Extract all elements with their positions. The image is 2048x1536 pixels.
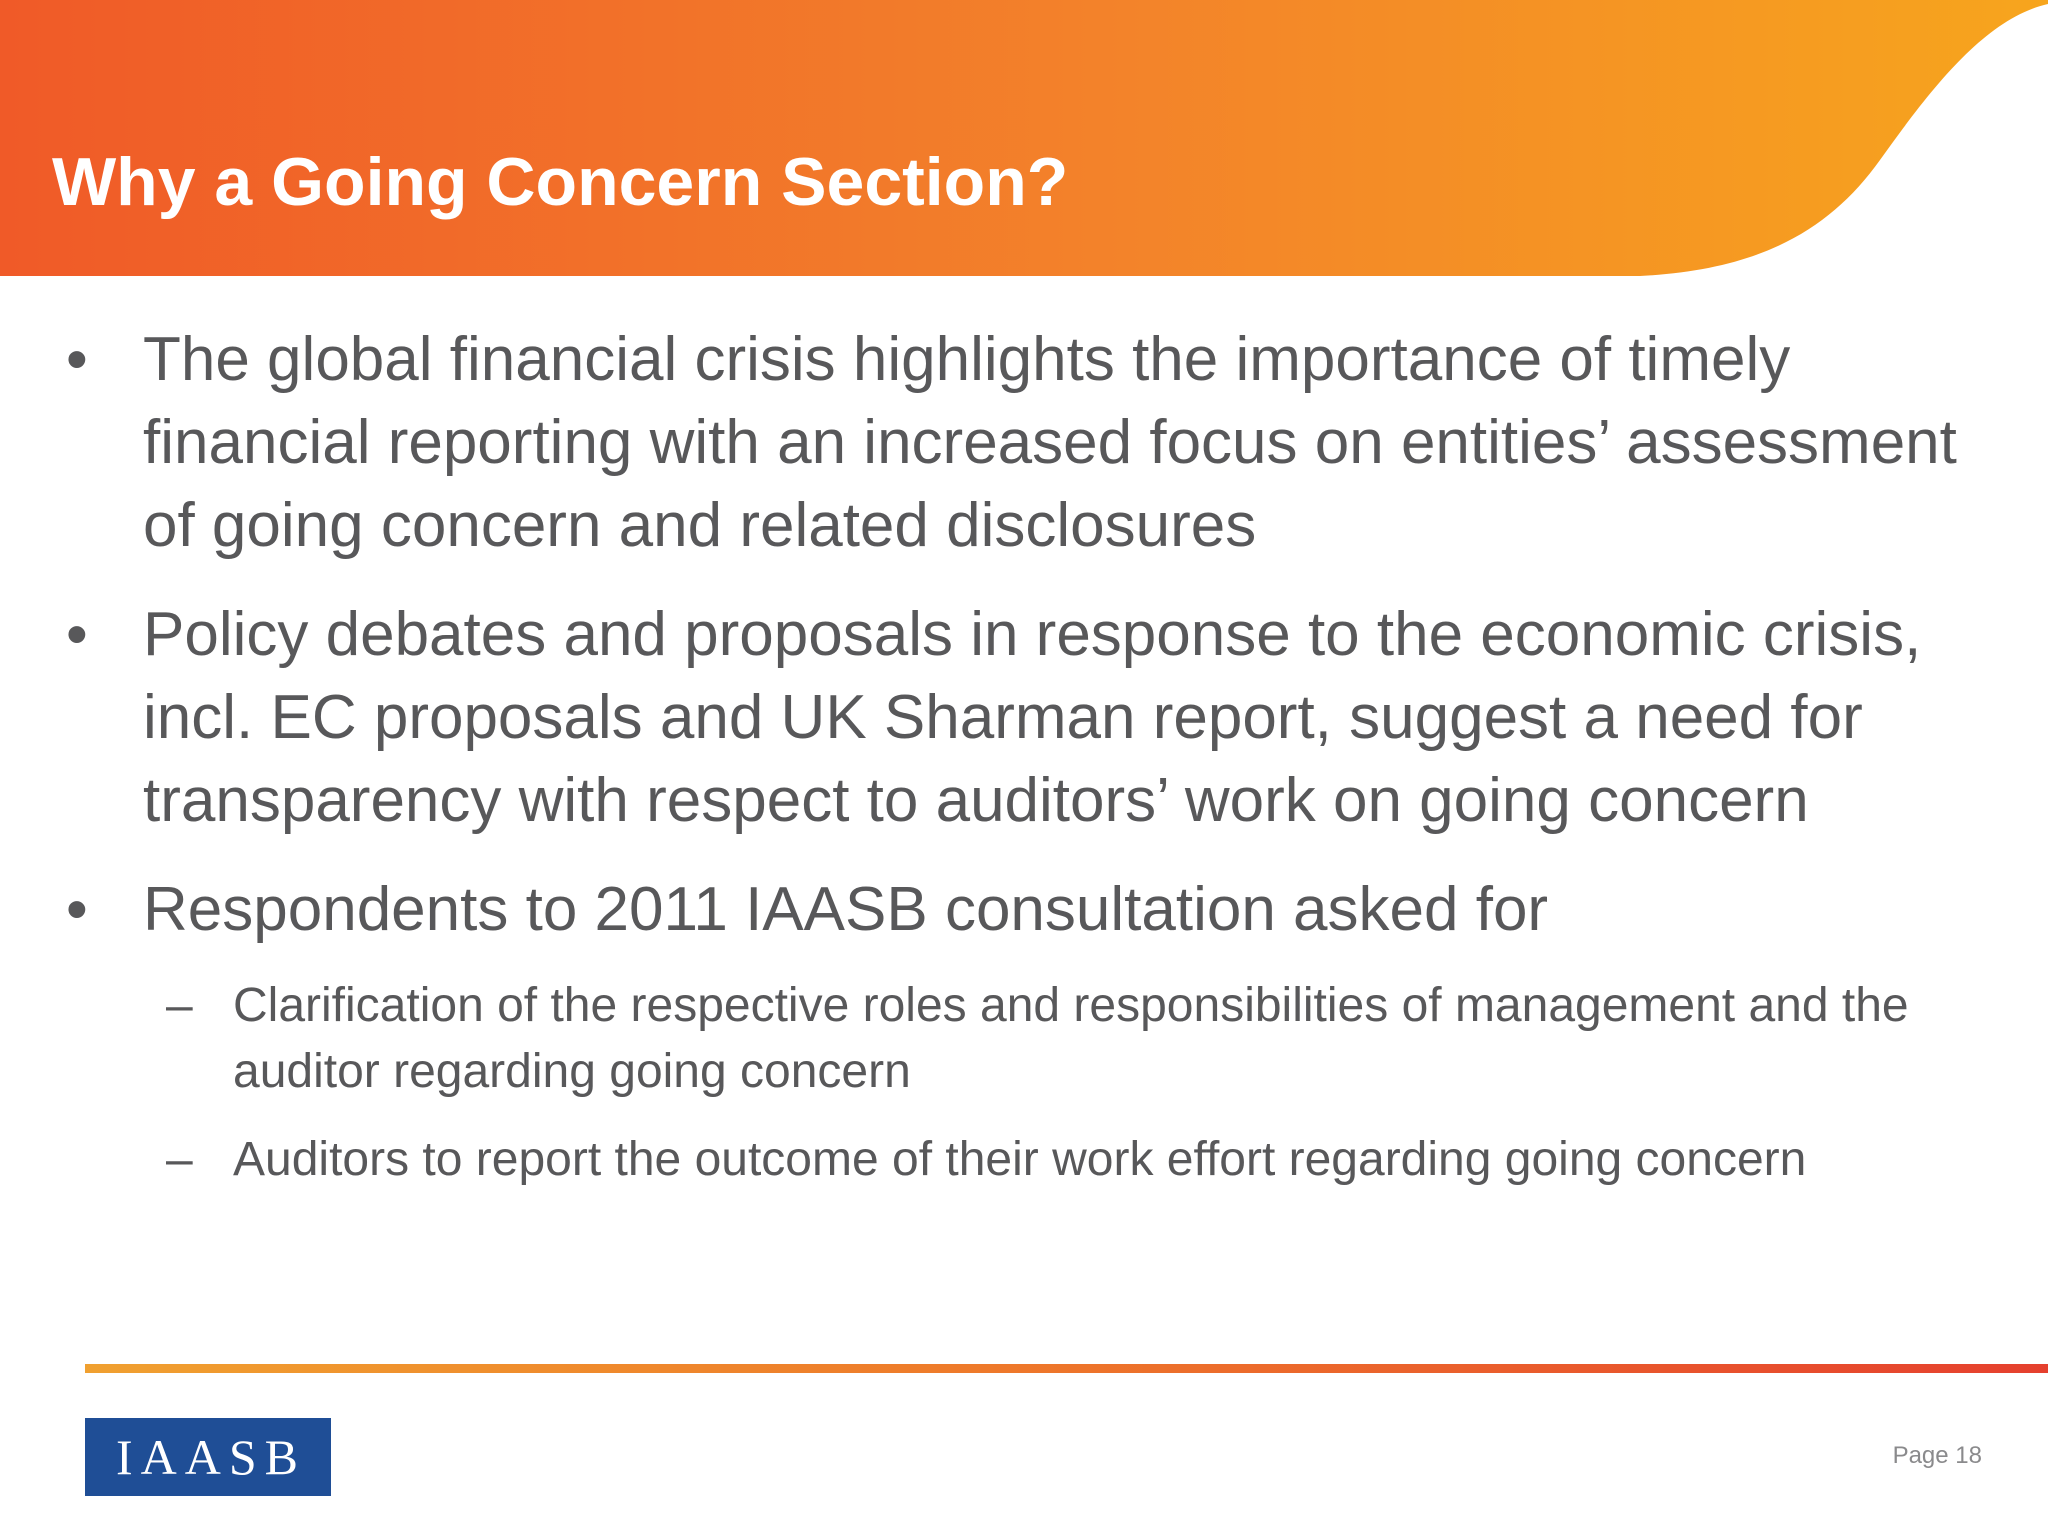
bullet-item <box>0 868 1973 951</box>
bullet-list <box>0 318 2048 1219</box>
footer-divider <box>85 1364 2048 1373</box>
bullet-marker: • <box>66 875 88 944</box>
iaasb-logo: IAASB <box>85 1418 331 1496</box>
bullet-item <box>0 593 1973 842</box>
sub-bullet-text: Clarification of the respective roles and responsibilities of management and the auditor regarding going concern <box>233 979 1909 1098</box>
slide-title: Why a Going Concern Section? <box>52 144 1069 220</box>
bullet-text: Respondents to 2011 IAASB consultation asked for <box>143 875 1549 944</box>
bullet-marker: • <box>66 600 88 669</box>
bullet-marker: • <box>66 325 88 394</box>
page-number: Page 18 <box>1892 1442 1982 1469</box>
sub-bullet-marker: – <box>166 979 193 1032</box>
sub-bullet-marker: – <box>166 1133 193 1186</box>
bullet-text: The global financial crisis highlights the importance of timely financial reporting with an increased focus on entities’ assessment of going concern and related disclosures <box>143 325 1957 560</box>
sub-bullet-text: Auditors to report the outcome of their work effort regarding going concern <box>233 1133 1807 1186</box>
bullet-item <box>0 318 1973 567</box>
sub-bullet-item <box>0 973 1973 1105</box>
bullet-text: Policy debates and proposals in response to the economic crisis, incl. EC proposals and UK Sharman report, suggest a need for transparency with respect to auditors’ work on going concern <box>143 600 1922 835</box>
sub-bullet-item <box>0 1127 1973 1193</box>
